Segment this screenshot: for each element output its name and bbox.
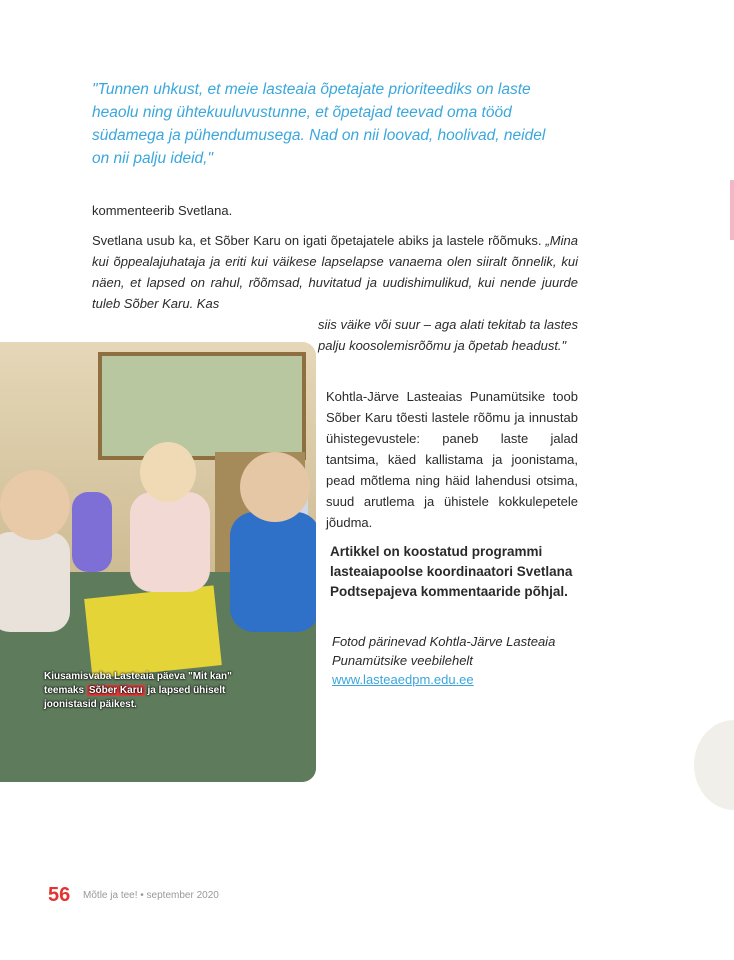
article-note: Artikkel on koostatud programmi lasteaiapoolse koordinaatori Svetlana Podtsepajeva kommentaaride põhjal. (330, 544, 573, 599)
photo-credit (332, 632, 592, 689)
decorative-circle (694, 720, 734, 810)
photo-shelf (98, 352, 306, 460)
page-number: 56 (48, 884, 71, 906)
caption-text-pre: Kiusamisvaba Lasteaia päeva "Mit kan" teemaks (44, 671, 232, 696)
paragraph-1-quote: „Mina kui õppealajuhataja ja eriti kui väikese lapselapse vanaema olen siiralt õnnelik, kui näen, et lapsed on rahul, rõõmsad, huvitatud ja uudishimulikud, kui nende juurde tuleb Sõber Karu. Kas (92, 233, 578, 311)
website-link[interactable]: www.lasteaedpm.edu.ee (332, 672, 474, 687)
pull-quote: "Tunnen uhkust, et meie lasteaia õpetajate prioriteediks on laste heaolu ning ühtekuuluvustunne, et õpetajad teevad oma tööd südamega ja pühendumusega. Nad on nii loovad, hoolivad, neidel on nii palju ideid," (92, 81, 546, 167)
caption-text-post: ja lapsed ühiselt joonistasid päikest. (44, 685, 226, 710)
caption-highlight: Sõber Karu (88, 685, 143, 696)
page-edge-mark (730, 180, 734, 240)
paragraph-1-lead: Svetlana usub ka, et Sõber Karu on igati õpetajatele abiks ja lastele rõõmuks. (92, 233, 542, 248)
photo-credit-text: Fotod pärinevad Kohtla-Järve Lasteaia Punamütsike veebilehelt (332, 634, 556, 668)
comment-attribution: kommenteerib Svetlana. (92, 203, 233, 218)
child-left-body (0, 532, 70, 632)
child-right-body (230, 512, 316, 632)
paragraph-1 (92, 230, 578, 314)
photo-caption (44, 670, 264, 712)
footer-text: Mõtle ja tee! • september 2020 (83, 890, 219, 901)
child-middle-head (140, 442, 196, 502)
page-footer (48, 884, 219, 907)
paragraph-2: Kohtla-Järve Lasteaias Punamütsike toob Sõber Karu tõesti lastele rõõmu ja innustab ühistegevustele: paneb laste jalad tantsima, käed kallistama ja joonistama, pead mõtlema ning häid lahendusi otsima, suud arutlema ja ühistele kokkulepetele jõudma. (326, 389, 578, 530)
child-left-head (0, 470, 70, 540)
child-middle-body (130, 492, 210, 592)
yellow-drawing (84, 585, 222, 678)
paragraph-1-continued: siis väike või suur – aga alati tekitab ta lastes palju koosolemisrõõmu ja õpetab headust." (318, 317, 578, 353)
classroom-photo (0, 342, 316, 782)
child-right-head (240, 452, 310, 522)
bear-toy (72, 492, 112, 572)
